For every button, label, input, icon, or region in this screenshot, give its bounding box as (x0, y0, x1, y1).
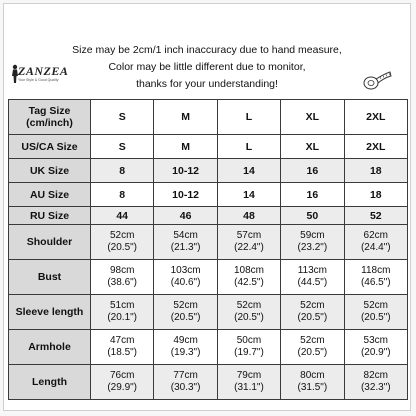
size-header-l: L (217, 100, 280, 135)
measure-row (9, 295, 408, 330)
row-label: RU Size (9, 207, 91, 225)
measure-inch: (19.3") (170, 347, 201, 358)
measurement-notice (52, 42, 362, 93)
row-label: AU Size (9, 183, 91, 207)
tag-size-header-line: (cm/inch) (26, 117, 73, 129)
size-cell: 18 (344, 159, 407, 183)
measure-cell (344, 365, 407, 400)
measure-cm: 79cm (236, 370, 262, 381)
row-label: Armhole (9, 330, 91, 365)
size-cell: XL (281, 135, 344, 159)
size-header-xl: XL (281, 100, 344, 135)
measure-cm: 108cm (233, 265, 264, 276)
measure-inch: (20.5") (170, 312, 201, 323)
measure-cell (217, 330, 280, 365)
measure-inch: (19.7") (234, 347, 264, 358)
size-cell: 16 (281, 183, 344, 207)
measure-cm: 57cm (236, 230, 262, 241)
header-row (9, 100, 408, 135)
size-cell: 18 (344, 183, 407, 207)
notice-line-2: Color may be little different due to monitor, (108, 61, 306, 73)
size-cell: 14 (217, 159, 280, 183)
notice-line-1: Size may be 2cm/1 inch inaccuracy due to hand measure, (72, 44, 342, 56)
measure-cm: 62cm (363, 230, 388, 241)
measure-cm: 59cm (300, 230, 325, 241)
size-cell: 10-12 (154, 183, 217, 207)
measure-cm: 52cm (109, 230, 135, 241)
measure-cm: 52cm (173, 300, 198, 311)
measure-row (9, 365, 408, 400)
size-row (9, 207, 408, 225)
size-row (9, 183, 408, 207)
measure-cell (154, 365, 217, 400)
measure-inch: (20.5") (360, 312, 391, 323)
tag-size-header (9, 100, 91, 135)
measure-cm: 47cm (109, 335, 135, 346)
measure-cell (154, 330, 217, 365)
size-cell: L (217, 135, 280, 159)
measure-cm: 80cm (300, 370, 325, 381)
measure-cm: 52cm (300, 300, 325, 311)
measure-cm: 53cm (363, 335, 388, 346)
measure-inch: (20.1") (107, 312, 138, 323)
measure-cell (217, 365, 280, 400)
row-label: Length (9, 365, 91, 400)
measure-cell (281, 330, 344, 365)
measure-cm: 52cm (300, 335, 325, 346)
measure-cell (344, 260, 407, 295)
size-cell: 14 (217, 183, 280, 207)
size-cell: M (154, 135, 217, 159)
measure-cell (217, 225, 280, 260)
size-cell: S (91, 135, 154, 159)
brand-tagline: Your Style & Good Quality (18, 78, 59, 82)
measure-cm: 50cm (236, 335, 262, 346)
measure-cell (91, 365, 154, 400)
size-cell: 52 (344, 207, 407, 225)
measure-cell (154, 225, 217, 260)
size-cell: 50 (281, 207, 344, 225)
measure-inch: (30.3") (170, 382, 201, 393)
size-header-2xl: 2XL (344, 100, 407, 135)
measure-inch: (20.5") (297, 312, 328, 323)
measure-inch: (23.2") (297, 242, 328, 253)
measure-inch: (42.5") (234, 277, 264, 288)
measure-cm: 52cm (363, 300, 388, 311)
measure-inch: (44.5") (297, 277, 328, 288)
measure-inch: (38.6") (107, 277, 138, 288)
measure-inch: (29.9") (107, 382, 138, 393)
measure-cell (91, 225, 154, 260)
measure-cell (344, 330, 407, 365)
row-label: Sleeve length (9, 295, 91, 330)
size-row (9, 159, 408, 183)
measure-cm: 51cm (109, 300, 135, 311)
measure-inch: (22.4") (234, 242, 264, 253)
measure-cell (154, 295, 217, 330)
row-label: Shoulder (9, 225, 91, 260)
measure-cell (154, 260, 217, 295)
measure-inch: (31.1") (234, 382, 264, 393)
size-row (9, 135, 408, 159)
measure-cm: 118cm (361, 265, 391, 276)
measure-cm: 98cm (109, 265, 135, 276)
row-label: Bust (9, 260, 91, 295)
measure-inch: (21.3") (170, 242, 201, 253)
size-chart-frame (3, 3, 411, 411)
measure-cell (91, 260, 154, 295)
measure-cm: 77cm (173, 370, 198, 381)
measure-cell (344, 295, 407, 330)
size-cell: 44 (91, 207, 154, 225)
measure-inch: (20.5") (297, 347, 328, 358)
measure-cell (281, 365, 344, 400)
size-cell: 2XL (344, 135, 407, 159)
measure-row (9, 330, 408, 365)
size-cell: 10-12 (154, 159, 217, 183)
size-cell: 48 (217, 207, 280, 225)
measure-inch: (20.9") (360, 347, 391, 358)
measuring-tape-icon (362, 70, 392, 92)
measure-cell (281, 260, 344, 295)
measure-cm: 103cm (170, 265, 201, 276)
size-cell: 16 (281, 159, 344, 183)
measure-inch: (31.5") (297, 382, 328, 393)
row-label: US/CA Size (9, 135, 91, 159)
measure-inch: (20.5") (107, 242, 138, 253)
measure-cell (91, 295, 154, 330)
measure-inch: (46.5") (360, 277, 391, 288)
brand-name: ZANZEA (18, 64, 69, 78)
measure-inch: (32.3") (360, 382, 391, 393)
size-table (8, 99, 408, 400)
tag-size-header-line: Tag Size (28, 105, 71, 117)
measure-inch: (18.5") (107, 347, 138, 358)
size-cell: 8 (91, 183, 154, 207)
measure-row (9, 260, 408, 295)
header (4, 4, 410, 96)
size-cell: 46 (154, 207, 217, 225)
measure-row (9, 225, 408, 260)
measure-inch: (24.4") (360, 242, 391, 253)
measure-cell (91, 330, 154, 365)
size-cell: 8 (91, 159, 154, 183)
measure-cm: 54cm (173, 230, 198, 241)
measure-cell (281, 295, 344, 330)
measure-cell (344, 225, 407, 260)
size-header-m: M (154, 100, 217, 135)
size-header-s: S (91, 100, 154, 135)
measure-cell (281, 225, 344, 260)
measure-inch: (40.6") (170, 277, 201, 288)
measure-cm: 113cm (297, 265, 327, 276)
measure-cell (217, 295, 280, 330)
measure-inch: (20.5") (234, 312, 264, 323)
measure-cm: 52cm (236, 300, 262, 311)
row-label: UK Size (9, 159, 91, 183)
notice-line-3: thanks for your understanding! (136, 78, 278, 90)
measure-cell (217, 260, 280, 295)
measure-cm: 49cm (173, 335, 198, 346)
measure-cm: 76cm (109, 370, 135, 381)
measure-cm: 82cm (363, 370, 388, 381)
